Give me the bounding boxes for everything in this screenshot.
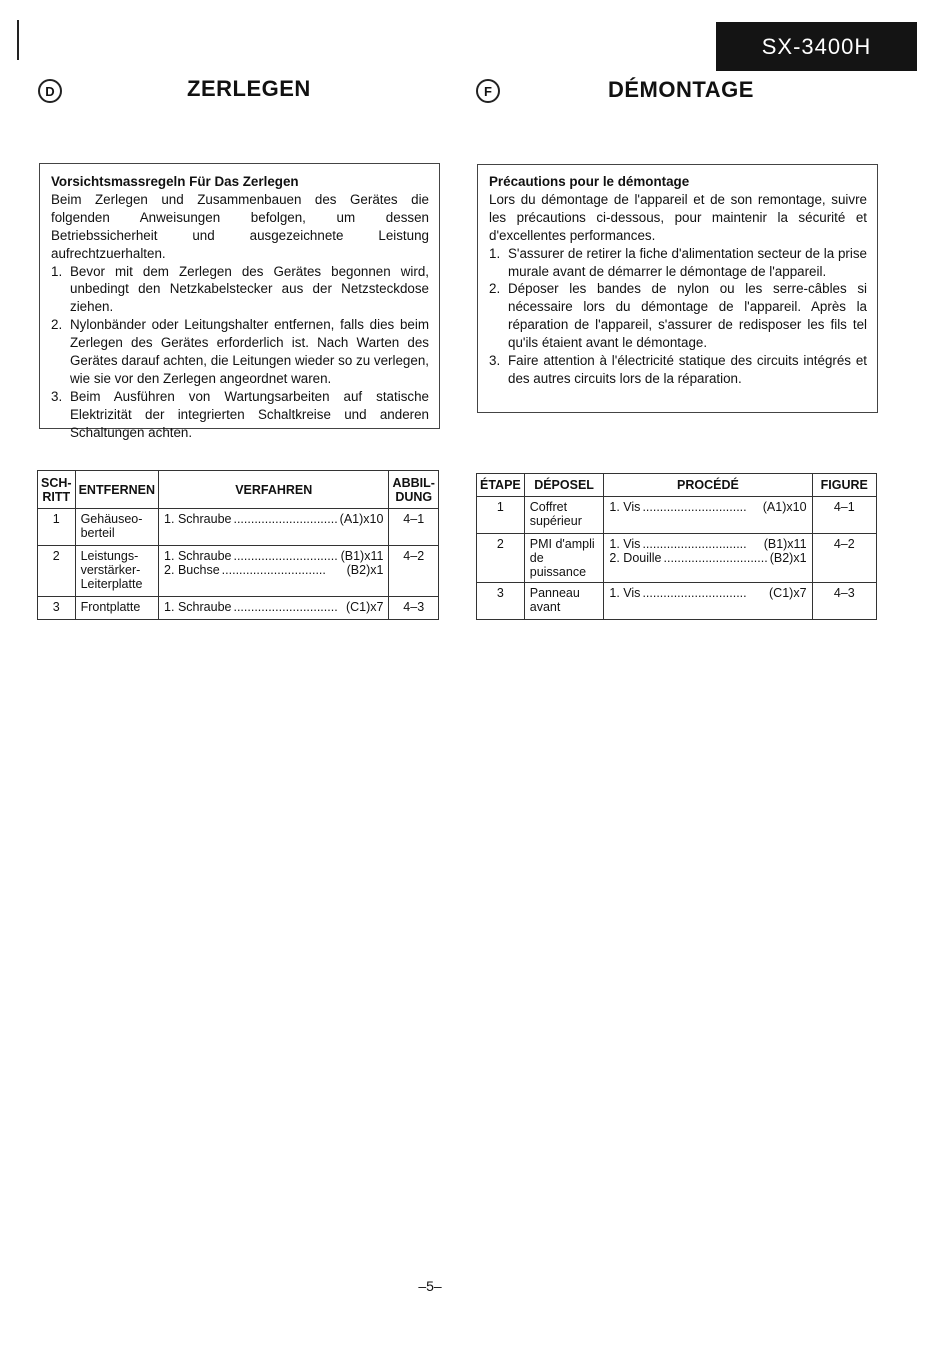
column-header: VERFAHREN [159, 471, 389, 509]
precaution-item: 2. Déposer les bandes de nylon ou les serre-câbles si nécessaire lors du démontage de l'appareil. Après la réparation de l'appareil, s'assurer de redisposer les fils tel qu'ils étaient avant le démontage. [489, 281, 867, 351]
disassembly-table-french [476, 473, 877, 620]
figure-cell: 4–1 [812, 497, 876, 534]
language-mark-french: F [476, 79, 500, 103]
table-row [477, 497, 877, 534]
precautions-list [51, 263, 429, 442]
remove-cell: Leistungs- verstärker- Leiterplatte [75, 546, 158, 597]
figure-cell: 4–2 [812, 534, 876, 583]
page-number: –5– [418, 1278, 442, 1294]
precaution-item: 1. Bevor mit dem Zerlegen des Gerätes begonnen wird, unbedingt den Netzkabelstecker aus der Netzsteckdose ziehen. [51, 263, 429, 315]
table-row [477, 583, 877, 620]
step-cell: 1 [38, 509, 76, 546]
step-cell: 3 [477, 583, 525, 620]
precautions-box-french [477, 164, 878, 413]
remove-cell: Coffret supérieur [524, 497, 604, 534]
procedure-cell: 1. Vis .............................. (B1)x11 2. Douille .............................. (B2)x1 [604, 534, 812, 583]
table-header-row [38, 471, 439, 509]
precautions-intro: Beim Zerlegen und Zusammenbauen des Gerätes die folgenden Anweisungen befolgen, um dessen Betriebssicherheit und ausgezeichnete Leistung aufrechtzuerhalten. [51, 191, 429, 261]
precaution-item: 3. Faire attention à l'électricité statique des circuits intégrés et des autres circuits lors de la réparation. [489, 353, 867, 386]
figure-cell: 4–3 [389, 597, 439, 620]
column-header: PROCÉDÉ [604, 474, 812, 497]
table-row [38, 546, 439, 597]
figure-cell: 4–2 [389, 546, 439, 597]
language-mark-german: D [38, 79, 62, 103]
figure-cell: 4–1 [389, 509, 439, 546]
disassembly-table-german [37, 470, 439, 620]
remove-cell: Gehäuseo- berteil [75, 509, 158, 546]
binding-edge-mark [17, 20, 19, 60]
precaution-item: 1. S'assurer de retirer la fiche d'alimentation secteur de la prise murale avant de démarrer le démontage de l'appareil. [489, 245, 867, 279]
precautions-title: Précautions pour le démontage [489, 174, 690, 189]
precautions-box-german [39, 163, 440, 440]
procedure-cell: 1. Schraube .............................. (C1)x7 [159, 597, 389, 620]
table-row [38, 509, 439, 546]
table-header-row [477, 474, 877, 497]
precaution-item: 2. Nylonbänder oder Leitungshalter entfernen, falls dies beim Zerlegen des Gerätes erforderlich ist. Nach Warten des Gerätes darauf achten, die Leitungen wieder so zu verlegen, wie sie vor den Zerlegen angeordnet waren. [51, 317, 429, 386]
procedure-cell: 1. Schraube .............................. (A1)x10 [159, 509, 389, 546]
table-row [477, 534, 877, 583]
remove-cell: Frontplatte [75, 597, 158, 620]
model-badge: SX-3400H [716, 22, 917, 71]
step-cell: 1 [477, 497, 525, 534]
figure-cell: 4–3 [812, 583, 876, 620]
remove-cell: PMI d'ampli de puissance [524, 534, 604, 583]
column-header: ÉTAPE [477, 474, 525, 497]
procedure-cell: 1. Vis .............................. (C1)x7 [604, 583, 812, 620]
heading-german: ZERLEGEN [187, 76, 311, 101]
step-cell: 2 [38, 546, 76, 597]
remove-cell: Panneau avant [524, 583, 604, 620]
column-header: DÉPOSEL [524, 474, 604, 497]
heading-french: DÉMONTAGE [608, 77, 754, 102]
column-header: ABBIL- DUNG [389, 471, 439, 509]
column-header: ENTFERNEN [75, 471, 158, 509]
procedure-cell: 1. Schraube .............................. (B1)x11 2. Buchse .............................. (B2)x1 [159, 546, 389, 597]
step-cell: 2 [477, 534, 525, 583]
step-cell: 3 [38, 597, 76, 620]
precautions-title: Vorsichtsmassregeln Für Das Zerlegen [51, 174, 299, 189]
table-row [38, 597, 439, 620]
column-header: SCH- RITT [38, 471, 76, 509]
column-header: FIGURE [812, 474, 876, 497]
precautions-list [489, 245, 867, 388]
precaution-item: 3. Beim Ausführen von Wartungsarbeiten auf statische Elektrizität der integrierten Schaltkreise und anderen Schaltungen achten. [51, 388, 429, 440]
precautions-intro: Lors du démontage de l'appareil et de son remontage, suivre les précautions ci-dessous, pour maintenir la sécurité et d'excellentes performances. [489, 191, 867, 243]
procedure-cell: 1. Vis .............................. (A1)x10 [604, 497, 812, 534]
